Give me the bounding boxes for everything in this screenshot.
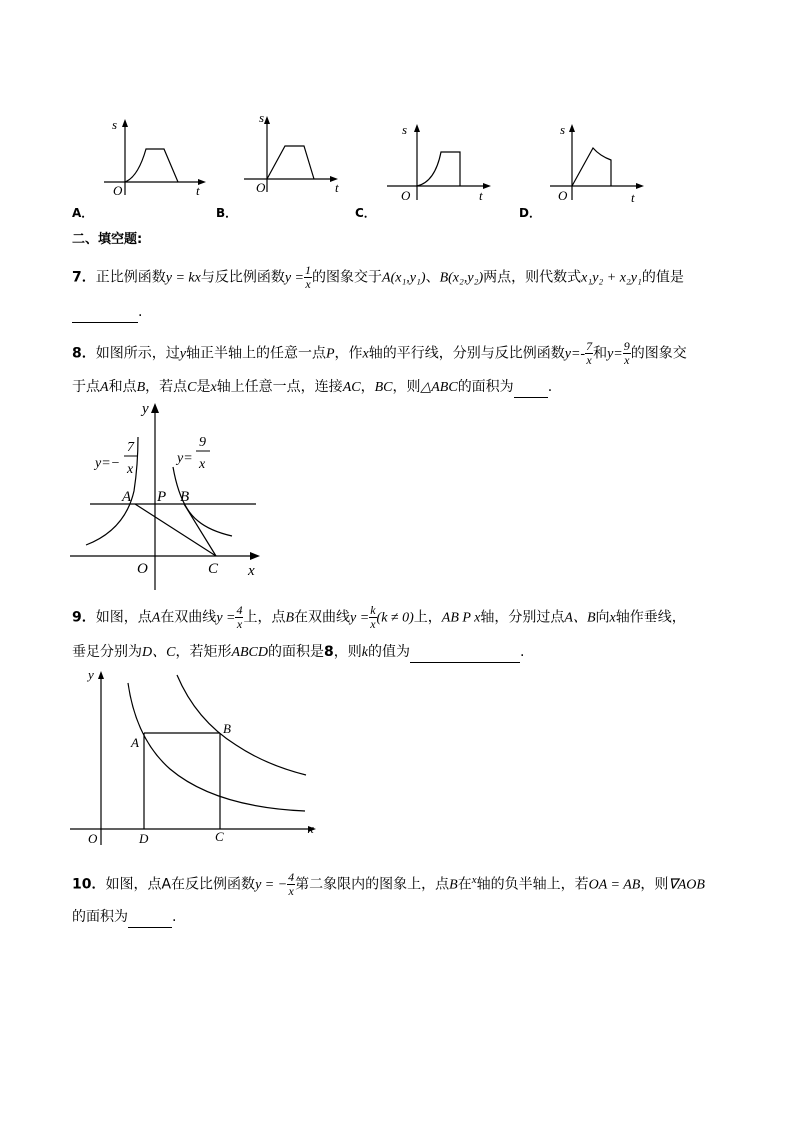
option-b-label[interactable]: B． [216, 206, 238, 220]
axis-label-s: s [560, 122, 566, 137]
question-7: 7．正比例函数y = kx与反比例函数y = $\frac{1}{x}$ 的图象交于A(x₁,y₁)、B(x₂,y₂)两点，则代数式x₁y₂ + x₂y₁的值是 [72, 263, 684, 291]
graph-option-a [98, 115, 218, 198]
origin-label: O [558, 188, 568, 203]
answer-blank[interactable] [514, 377, 548, 398]
fraction: $\frac{7}{x}$ [586, 339, 593, 367]
axis-label-x: x [308, 821, 314, 836]
question-9: 9．如图，点A在双曲线y = $\frac{4}{x}$ 上，点B在双曲线y = $\frac{k}{x}$ (k ≠ 0)上，AB P x轴，分别过点A、B向x轴作垂线， [72, 603, 686, 631]
graph-option-c [385, 120, 505, 203]
axis-label-y: y [142, 401, 149, 417]
figure-q9 [70, 665, 330, 845]
fraction: $\frac{9}{x}$ [623, 339, 630, 367]
graph-option-d [548, 120, 668, 205]
point-d-label: D [139, 831, 149, 846]
curve-label-9: y= [177, 451, 193, 466]
axis-label-s: s [112, 117, 118, 132]
option-d-label[interactable]: D． [519, 206, 541, 220]
question-number: 7． [72, 269, 96, 286]
origin-label: O [113, 183, 123, 198]
question-8: 8．如图所示，过y轴正半轴上的任意一点P，作x轴的平行线，分别与反比例函数y=- $\frac{7}{x}$ 和y= $\frac{9}{x}$ 的图象交 [72, 339, 687, 367]
option-a-label[interactable]: A． [72, 206, 94, 220]
axis-label-y: y [88, 667, 94, 682]
origin-label: O [256, 180, 266, 195]
curve-label-neg7: y=− [95, 456, 121, 471]
point-p-label: P [157, 489, 167, 505]
axis-label-s: s [402, 122, 408, 137]
fraction: $\frac{4}{x}$ [288, 870, 295, 899]
question-8-line-2: 于点A和点B，若点C是x轴上任意一点，连接AC，BC，则△ABC的面积为 . [72, 377, 552, 398]
answer-blank[interactable] [410, 642, 520, 663]
question-10-line-2: 的面积为 . [72, 907, 176, 928]
axis-label-t: t [335, 180, 339, 195]
point-a-label: A [131, 735, 139, 750]
question-7-answer-line: . [72, 302, 142, 323]
answer-blank[interactable] [128, 907, 172, 928]
origin-label: O [88, 831, 98, 846]
curve-label-neg7-num: 7 [127, 440, 134, 455]
curve-label-9-den: x [199, 457, 206, 472]
origin-label: O [401, 188, 411, 203]
answer-blank[interactable] [72, 302, 138, 323]
fraction: $\frac{k}{x}$ [370, 603, 376, 631]
origin-label: O [137, 561, 148, 577]
graph-option-b [238, 110, 358, 195]
fraction: $\frac{1}{x}$ [305, 263, 312, 291]
question-number: 8． [72, 345, 96, 362]
curve-label-9-num: 9 [199, 435, 206, 450]
fraction: $\frac{4}{x}$ [236, 603, 243, 631]
axis-label-s: s [259, 110, 265, 125]
question-number: 9． [72, 609, 96, 626]
axis-label-t: t [479, 188, 483, 203]
point-c-label: C [215, 829, 224, 844]
figure-q8 [70, 395, 270, 595]
axis-label-x: x [248, 563, 255, 579]
axis-label-t: t [196, 183, 200, 198]
point-a-label: A [122, 489, 132, 505]
point-c-label: C [208, 561, 219, 577]
curve-label-neg7-den: x [127, 462, 134, 477]
question-10: 10．如图，点A在反比例函数y = − $\frac{4}{x}$ 第二象限内的图象上，点B在$^x$轴的负半轴上，若OA = AB，则∇AOB [72, 870, 705, 899]
option-c-label[interactable]: C． [355, 206, 376, 220]
point-b-label: B [223, 721, 231, 736]
question-9-line-2: 垂足分别为D、C，若矩形ABCD的面积是8，则k的值为 . [72, 642, 524, 663]
axis-label-t: t [631, 190, 635, 205]
section-heading: 二、填空题: [72, 232, 143, 247]
point-b-label: B [180, 489, 190, 505]
question-number: 10． [72, 876, 106, 893]
